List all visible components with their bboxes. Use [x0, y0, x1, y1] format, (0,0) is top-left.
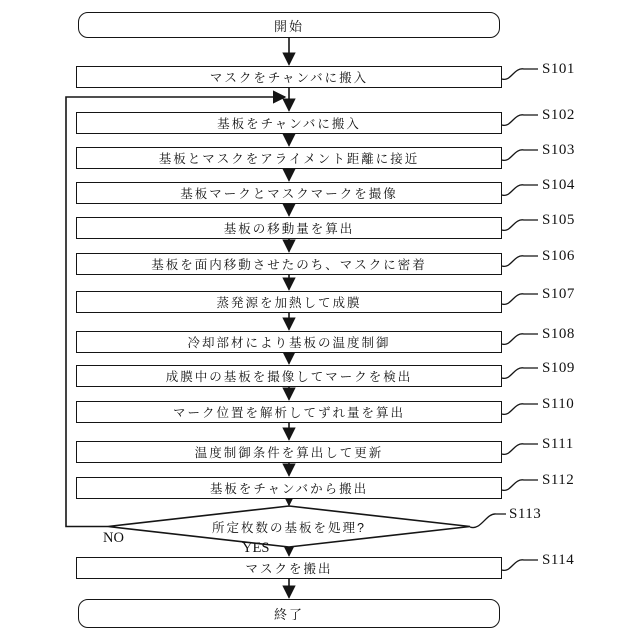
leader-s111	[502, 444, 538, 455]
step-s114-box: マスクを搬出	[76, 557, 502, 579]
step-s102-box: 基板をチャンバに搬入	[76, 112, 502, 134]
step-s112-box: 基板をチャンバから搬出	[76, 477, 502, 499]
leader-s108	[502, 334, 538, 345]
leader-s109	[502, 368, 538, 379]
step-s104-label: S104	[542, 177, 575, 193]
leader-s105	[502, 220, 538, 231]
step-s111-label: S111	[542, 436, 574, 452]
step-s109-label: S109	[542, 360, 575, 376]
step-s103-label: S103	[542, 142, 575, 158]
step-s102-label: S102	[542, 107, 575, 123]
step-s106-box: 基板を面内移動させたのち、マスクに密着	[76, 253, 502, 275]
step-s107-box: 蒸発源を加熱して成膜	[76, 291, 502, 313]
leader-s107	[502, 294, 538, 305]
step-s101-label: S101	[542, 61, 575, 77]
leader-s112	[502, 480, 538, 491]
leader-s110	[502, 404, 538, 415]
start-terminal: 開始	[78, 12, 500, 38]
step-s104-box: 基板マークとマスクマークを撮像	[76, 182, 502, 204]
leader-s101	[502, 69, 538, 80]
step-s106-label: S106	[542, 248, 575, 264]
leader-s102	[502, 115, 538, 126]
step-s108-label: S108	[542, 326, 575, 342]
step-s109-box: 成膜中の基板を撮像してマークを検出	[76, 365, 502, 387]
step-s111-box: 温度制御条件を算出して更新	[76, 441, 502, 463]
step-s107-label: S107	[542, 286, 575, 302]
leader-s106	[502, 256, 538, 267]
yes-branch-label: YES	[242, 540, 270, 556]
end-terminal: 終了	[78, 599, 500, 628]
step-s108-box: 冷却部材により基板の温度制御	[76, 331, 502, 353]
step-s103-box: 基板とマスクをアライメント距離に接近	[76, 147, 502, 169]
step-s110-label: S110	[542, 396, 575, 412]
leader-s114	[502, 560, 538, 571]
step-s113-decision-text: 所定枚数の基板を処理?	[212, 521, 366, 535]
step-s101-box: マスクをチャンバに搬入	[76, 66, 502, 88]
step-s105-label: S105	[542, 212, 575, 228]
step-s114-label: S114	[542, 552, 575, 568]
step-s110-box: マーク位置を解析してずれ量を算出	[76, 401, 502, 423]
no-branch-label: NO	[103, 530, 124, 546]
leader-s103	[502, 150, 538, 161]
leader-s104	[502, 185, 538, 196]
leader-s113	[470, 514, 506, 528]
step-s105-box: 基板の移動量を算出	[76, 217, 502, 239]
step-s112-label: S112	[542, 472, 575, 488]
step-s113-label: S113	[509, 506, 542, 522]
